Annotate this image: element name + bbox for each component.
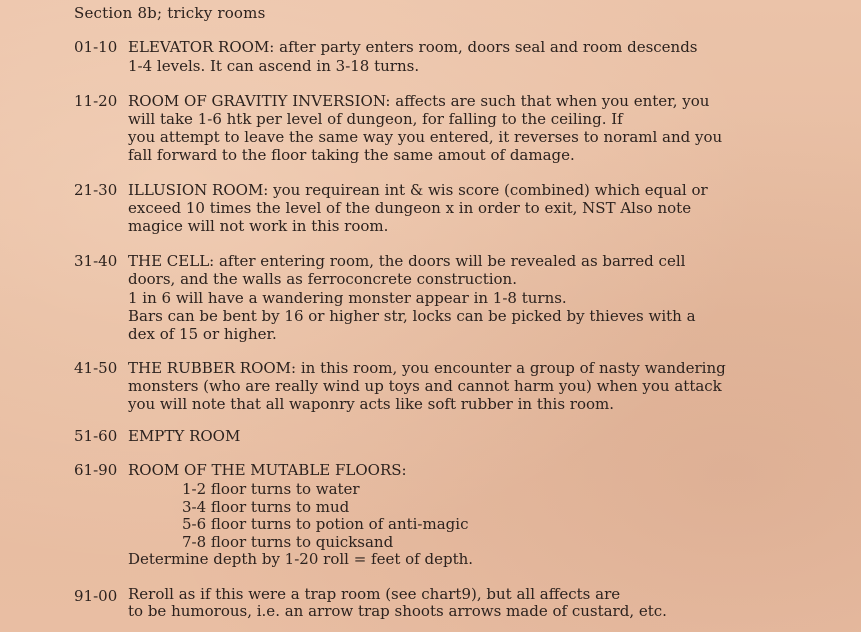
entry-line: ROOM OF GRAVITIY INVERSION: affects are such that when you enter, you bbox=[128, 92, 710, 110]
entry-code: 21-30 bbox=[74, 181, 118, 199]
entry-line: 7-8 floor turns to quicksand bbox=[182, 533, 394, 551]
entry-line: THE RUBBER ROOM: in this room, you encounter a group of nasty wandering bbox=[128, 359, 726, 377]
entry-line: ROOM OF THE MUTABLE FLOORS: bbox=[128, 461, 407, 479]
entry-line: monsters (who are really wind up toys and cannot harm you) when you attack bbox=[128, 377, 722, 395]
entry-line: you will note that all waponry acts like soft rubber in this room. bbox=[128, 395, 615, 413]
entry-line: THE CELL: after entering room, the doors will be revealed as barred cell bbox=[128, 252, 686, 270]
entry-line: EMPTY ROOM bbox=[128, 427, 241, 445]
entry-line: ELEVATOR ROOM: after party enters room, doors seal and room descends bbox=[128, 38, 698, 56]
entry-line: 1-2 floor turns to water bbox=[182, 480, 360, 498]
entry-line: magice will not work in this room. bbox=[128, 217, 389, 235]
entry-line: Bars can be bent by 16 or higher str, locks can be picked by thieves with a bbox=[128, 307, 696, 325]
entry-line: Reroll as if this were a trap room (see chart9), but all affects are bbox=[128, 585, 621, 603]
entry-code: 41-50 bbox=[74, 359, 118, 377]
entry-code: 11-20 bbox=[74, 92, 118, 110]
entry-line: 1 in 6 will have a wandering monster appear in 1-8 turns. bbox=[128, 289, 567, 307]
entry-line: you attempt to leave the same way you entered, it reverses to noraml and you bbox=[128, 128, 723, 146]
section-title: Section 8b; tricky rooms bbox=[74, 4, 266, 22]
entry-line: 3-4 floor turns to mud bbox=[182, 498, 350, 516]
entry-code: 91-00 bbox=[74, 587, 118, 605]
entry-line: will take 1-6 htk per level of dungeon, for falling to the ceiling. If bbox=[128, 110, 623, 128]
entry-line: doors, and the walls as ferroconcrete construction. bbox=[128, 270, 517, 288]
entry-line: ILLUSION ROOM: you requirean int & wis score (combined) which equal or bbox=[128, 181, 708, 199]
entry-line: to be humorous, i.e. an arrow trap shoots arrows made of custard, etc. bbox=[128, 602, 667, 620]
entry-line: 5-6 floor turns to potion of anti-magic bbox=[182, 515, 469, 533]
entry-code: 51-60 bbox=[74, 427, 118, 445]
entry-line: exceed 10 times the level of the dungeon x in order to exit, NST Also note bbox=[128, 199, 692, 217]
entry-line: 1-4 levels. It can ascend in 3-18 turns. bbox=[128, 57, 420, 75]
entry-code: 61-90 bbox=[74, 461, 118, 479]
entry-code: 01-10 bbox=[74, 38, 118, 56]
entry-line: Determine depth by 1-20 roll = feet of depth. bbox=[128, 550, 474, 568]
entry-code: 31-40 bbox=[74, 252, 118, 270]
entry-line: fall forward to the floor taking the same amout of damage. bbox=[128, 146, 575, 164]
entry-line: dex of 15 or higher. bbox=[128, 325, 277, 343]
